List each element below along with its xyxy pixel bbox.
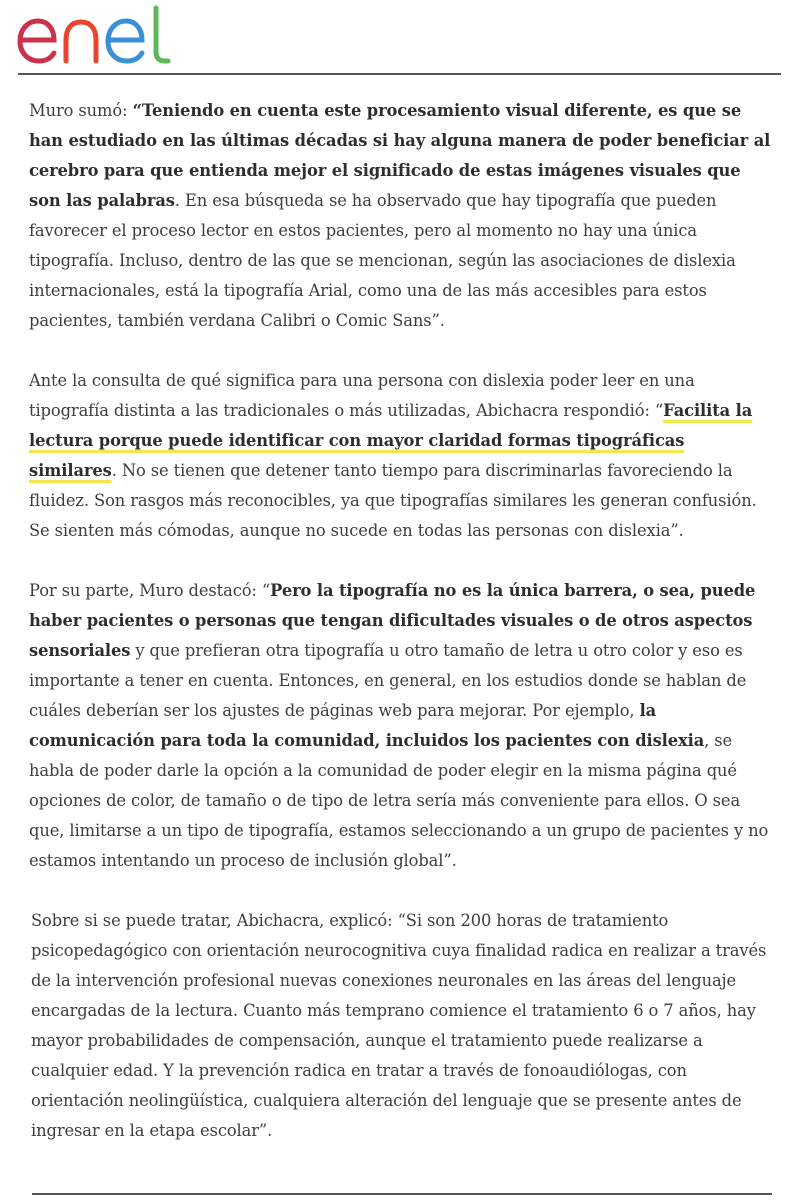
site-header — [0, 0, 800, 76]
p1-text-a: Muro sumó: — [29, 101, 133, 120]
p2-text-a: Ante la consulta de qué significa para una persona con dislexia poder leer en una tipografía distinta a las tradicionales o más utilizadas, Abichacra respondió: “ — [29, 371, 695, 420]
p2-text-c: . No se tienen que detener tanto tiempo para discriminarlas favoreciendo la fluidez. Son rasgos más reconocibles, ya que tipografías similares les generan confusión. Se sienten más cómodas, aunque no sucede en todas las personas con dislexia”. — [29, 461, 757, 540]
p1-bold: “Teniendo en cuenta este procesamiento visual diferente, es que se han estudiado en las últimas décadas si hay alguna manera de poder beneficiar al cerebro para que entienda mejor el significado de estas imágenes visuales que son las palabras — [29, 101, 771, 210]
paragraph-treatment: Sobre si se puede tratar, Abichacra, explicó: “Si son 200 horas de tratamiento psicopedagógico con orientación neurocognitiva cuya finalidad radica en realizar a través de la intervención profesional nuevas conexiones neuronales en las áreas del lenguaje encargadas de la lectura. Cuanto más temprano comience el tratamiento 6 o 7 años, hay mayor probabilidades de compensación, aunque el tratamiento puede realizarse a cualquier edad. Y la prevención radica en tratar a través de fonoaudiólogas, con orientación neolingüística, cualquiera alteración del lenguaje que se presente antes de ingresar en la etapa escolar”. — [31, 911, 767, 1140]
p3-text-a: Por su parte, Muro destacó: “ — [29, 581, 271, 600]
paragraph-muro-quote — [29, 96, 774, 336]
p3-text-e: , se habla de poder darle la opción a la comunidad de poder elegir en la misma página qué opciones de color, de tamaño o de tipo de letra sería más conveniente para ellos. O sea que, limitarse a un tipo de tipografía, estamos seleccionando a un grupo de pacientes y no estamos intentando un proceso de inclusión global”. — [29, 731, 769, 870]
p3-text-c: y que prefieran otra tipografía u otro tamaño de letra u otro color y eso es importante a tener en cuenta. Entonces, en general, en los estudios donde se hablan de cuáles deberían ser los ajustes de páginas web para mejorar. Por ejemplo, — [29, 641, 747, 720]
p3-bold-1: Pero la tipografía no es la única barrera, o sea, puede haber pacientes o personas que tengan dificultades visuales o de otros aspectos sensoriales — [29, 581, 756, 660]
enel-logo[interactable] — [14, 4, 184, 68]
footer-divider — [32, 1193, 772, 1195]
paragraph-abichacra-response — [29, 366, 774, 546]
logo-text: enel — [14, 4, 17, 5]
p1-text-c: . En esa búsqueda se ha observado que hay tipografía que pueden favorecer el proceso lector en estos pacientes, pero al momento no hay una única tipografía. Incluso, dentro de las que se mencionan, según las asociaciones de dislexia internacionales, está la tipografía Arial, como una de las más accesibles para estos pacientes, también verdana Calibri o Comic Sans”. — [29, 191, 736, 330]
paragraph-muro-barrier — [29, 576, 774, 876]
p2-highlighted-bold: Facilita la lectura porque puede identificar con mayor claridad formas tipográficas similares — [29, 401, 753, 480]
p3-bold-2: la comunicación para toda la comunidad, incluidos los pacientes con dislexia — [29, 701, 705, 750]
header-divider — [18, 73, 781, 75]
article-body — [29, 96, 774, 1176]
